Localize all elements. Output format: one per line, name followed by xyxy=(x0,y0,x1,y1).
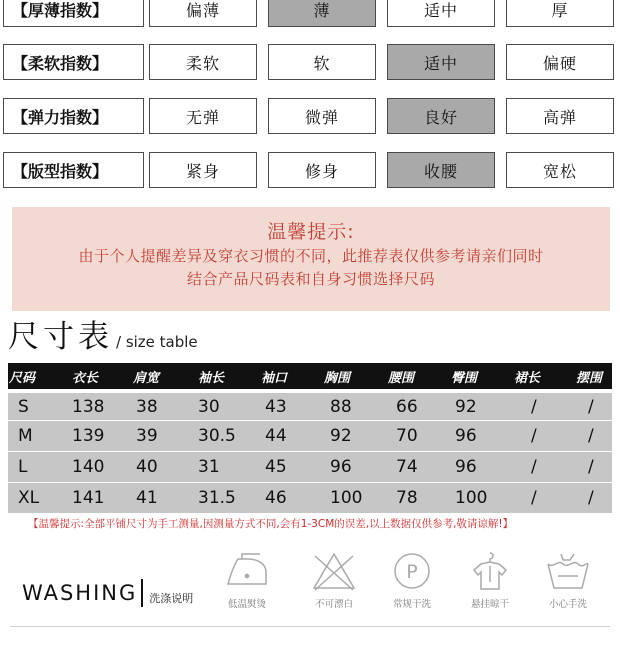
attr-label: 【厚薄指数】 xyxy=(3,0,144,27)
attr-option: 软 xyxy=(268,44,376,80)
attr-option: 偏硬 xyxy=(506,44,614,80)
table-row xyxy=(8,451,612,482)
table-cell: 141 xyxy=(72,488,105,508)
attr-option: 宽松 xyxy=(506,152,614,188)
size-table-subtitle: / size table xyxy=(116,333,198,351)
header-cell: 袖长 xyxy=(198,370,225,386)
attr-row-elasticity xyxy=(0,98,620,134)
care-label: 低温熨烫 xyxy=(227,599,266,610)
attr-label: 【柔软指数】 xyxy=(3,44,144,80)
table-cell: 96 xyxy=(330,457,352,477)
notice-box xyxy=(12,207,610,311)
header-cell: 尺码 xyxy=(9,370,36,386)
attr-option-selected: 适中 xyxy=(387,44,495,80)
table-cell: 41 xyxy=(136,488,158,508)
table-cell: 43 xyxy=(265,396,287,417)
table-cell: 96 xyxy=(455,457,477,477)
table-cell: 66 xyxy=(396,396,418,417)
table-cell: 138 xyxy=(72,396,105,417)
washing-subtitle: 洗涤说明 xyxy=(149,592,194,605)
notice-line: 结合产品尺码表和自身习惯选择尺码 xyxy=(186,270,435,288)
table-cell: 31 xyxy=(198,457,220,477)
care-item xyxy=(380,550,444,610)
table-cell: 100 xyxy=(455,488,488,508)
attr-option: 偏薄 xyxy=(149,0,257,27)
table-cell: M xyxy=(18,426,33,446)
table-cell: 88 xyxy=(330,396,352,417)
care-label: 不可漂白 xyxy=(314,599,353,610)
table-cell: 96 xyxy=(455,426,477,446)
table-cell: L xyxy=(18,457,28,477)
table-cell: XL xyxy=(18,488,40,508)
table-row xyxy=(8,482,612,513)
notice-title: 温馨提示: xyxy=(267,221,355,243)
attr-option-selected: 薄 xyxy=(268,0,376,27)
table-cell: 38 xyxy=(136,396,158,417)
attr-option-selected: 良好 xyxy=(387,98,495,134)
attr-row-fit xyxy=(0,152,620,188)
header-cell: 袖口 xyxy=(261,370,288,386)
table-row xyxy=(8,420,612,451)
table-cell: 44 xyxy=(265,426,287,446)
measurement-tip: 【温馨提示:全部平铺尺寸为手工测量,因测量方式不同,会有1-3CM的误差,以上数据仅供参考,敬请谅解!】 xyxy=(28,518,514,530)
hang-dry-icon xyxy=(465,550,515,592)
no-bleach-icon xyxy=(309,550,359,592)
table-cell: 40 xyxy=(136,457,158,477)
care-label: 小心手洗 xyxy=(548,599,587,610)
attr-label: 【版型指数】 xyxy=(3,152,144,188)
table-cell: 30.5 xyxy=(198,426,236,446)
attr-option: 修身 xyxy=(268,152,376,188)
washing-heading xyxy=(22,575,193,611)
table-cell: 139 xyxy=(72,426,105,446)
attr-option: 微弹 xyxy=(268,98,376,134)
hand-wash-icon xyxy=(543,550,593,592)
table-cell: / xyxy=(588,396,594,417)
table-cell: 30 xyxy=(198,396,220,417)
attr-option: 高弹 xyxy=(506,98,614,134)
header-cell: 摆围 xyxy=(576,370,603,386)
attr-row-softness xyxy=(0,44,620,80)
attr-option: 柔软 xyxy=(149,44,257,80)
attr-row-thickness xyxy=(0,0,620,27)
attr-label: 【弹力指数】 xyxy=(3,98,144,134)
table-cell: 31.5 xyxy=(198,488,236,508)
table-cell: 92 xyxy=(330,426,352,446)
attr-option: 紧身 xyxy=(149,152,257,188)
washing-title: WASHING xyxy=(22,581,138,605)
size-table-header-row xyxy=(8,363,612,389)
care-label: 常规干洗 xyxy=(392,599,431,610)
care-item xyxy=(302,550,366,610)
care-item xyxy=(536,550,600,610)
table-cell: / xyxy=(531,457,537,477)
header-cell: 裙长 xyxy=(514,370,541,386)
table-cell: 92 xyxy=(455,396,477,417)
iron-low-temp-icon xyxy=(222,550,272,592)
dry-clean-p-icon xyxy=(387,550,437,592)
care-label: 悬挂晾干 xyxy=(470,599,509,610)
table-cell: / xyxy=(531,396,537,417)
table-cell: / xyxy=(588,457,594,477)
table-cell: 46 xyxy=(265,488,287,508)
table-cell: 140 xyxy=(72,457,105,477)
table-cell: / xyxy=(588,426,594,446)
attr-option: 厚 xyxy=(506,0,614,27)
attr-option: 无弹 xyxy=(149,98,257,134)
size-table xyxy=(8,363,612,513)
table-cell: 70 xyxy=(396,426,418,446)
care-item xyxy=(215,550,279,610)
table-cell: / xyxy=(531,488,537,508)
table-cell: / xyxy=(531,426,537,446)
header-cell: 腰围 xyxy=(388,370,415,386)
table-cell: 100 xyxy=(330,488,363,508)
header-cell: 肩宽 xyxy=(133,370,160,386)
header-cell: 臀围 xyxy=(451,370,478,386)
table-cell: 78 xyxy=(396,488,418,508)
size-table-title: 尺寸表 xyxy=(8,319,113,355)
table-row xyxy=(8,389,612,420)
attr-option: 适中 xyxy=(387,0,495,27)
divider xyxy=(10,626,610,627)
size-table-heading xyxy=(8,316,198,356)
header-cell: 胸围 xyxy=(324,370,351,386)
table-cell: 74 xyxy=(396,457,418,477)
header-cell: 衣长 xyxy=(72,370,99,386)
svg-text:P: P xyxy=(406,561,418,583)
divider xyxy=(141,579,143,607)
table-cell: 39 xyxy=(136,426,158,446)
notice-line: 由于个人提醒差异及穿衣习惯的不同，此推荐表仅供参考请亲们同时 xyxy=(78,247,544,265)
table-cell: / xyxy=(588,488,594,508)
table-cell: 45 xyxy=(265,457,287,477)
table-cell: S xyxy=(18,396,29,417)
care-item xyxy=(458,550,522,610)
attr-option-selected: 收腰 xyxy=(387,152,495,188)
